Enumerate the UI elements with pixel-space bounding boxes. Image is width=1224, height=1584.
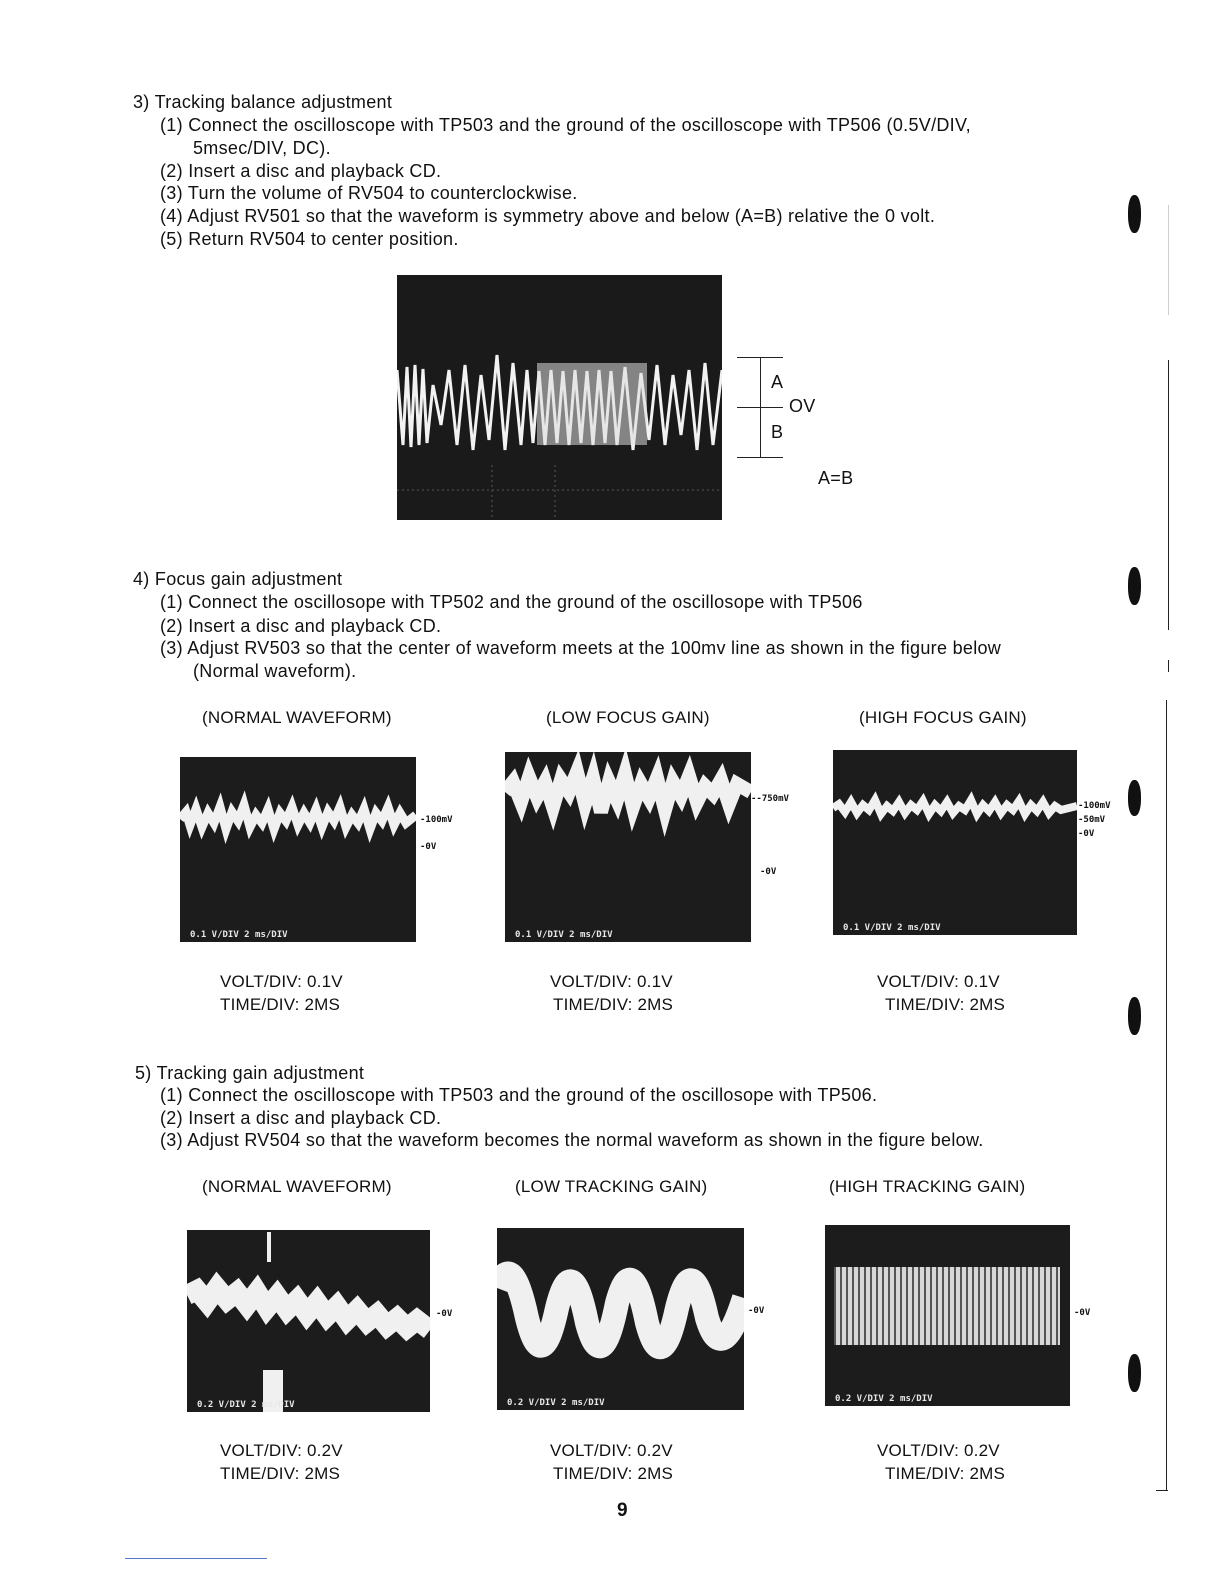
tracking-normal-title: (NORMAL WAVEFORM) [202,1177,392,1196]
focus-low-scope-photo [505,752,751,942]
section4-step3: (3) Adjust RV503 so that the center of waveform meets at the 100mv line as shown in the figure below [160,638,1002,658]
focus-normal-time: TIME/DIV: 2MS [220,995,341,1014]
binder-hole-mark [1128,1354,1141,1392]
diagram-a-label: A [771,372,784,392]
margin-line [1168,660,1169,672]
tracking-high-mark-0v: -0V [1074,1308,1091,1318]
tracking-low-scope-photo [497,1228,744,1410]
focus-normal-scope-text: 0.1 V/DIV 2 ms/DIV [190,930,288,940]
binder-hole-mark [1128,567,1141,605]
tracking-low-time: TIME/DIV: 2MS [553,1464,674,1483]
page-number: 9 [617,1500,628,1521]
focus-low-mark-0v: -0V [760,867,777,877]
focus-normal-mark-100mv: -100mV [420,815,453,825]
tracking-normal-scope-text: 0.2 V/DIV 2 ms/DIV [197,1400,295,1410]
margin-line [1168,360,1169,630]
tracking-normal-mark-0v: -0V [436,1309,453,1319]
tracking-balance-scope-photo [397,275,722,520]
section5-heading: 5) Tracking gain adjustment [135,1063,365,1083]
tracking-high-title: (HIGH TRACKING GAIN) [829,1177,1026,1196]
section3-heading: 3) Tracking balance adjustment [133,92,393,112]
tracking-low-mark-0v: -0V [748,1306,765,1316]
diagram-b-label: B [771,422,784,442]
section5-step1: (1) Connect the oscilloscope with TP503 and the ground of the oscillosope with TP506. [160,1085,878,1105]
tracking-low-volt: VOLT/DIV: 0.2V [550,1441,673,1460]
diagram-zero-label: OV [789,396,816,416]
focus-normal-title: (NORMAL WAVEFORM) [202,708,392,727]
section5-step3: (3) Adjust RV504 so that the waveform becomes the normal waveform as shown in the figure below. [160,1130,984,1150]
margin-line [1156,1490,1168,1491]
focus-low-title: (LOW FOCUS GAIN) [546,708,710,727]
focus-normal-scope-photo [180,757,416,942]
section4-step1: (1) Connect the oscillosope with TP502 and the ground of the oscillosope with TP506 [160,592,863,612]
section3-step4: (4) Adjust RV501 so that the waveform is symmetry above and below (A=B) relative the 0 volt. [160,206,936,226]
diagram-zero-line [737,407,783,408]
binder-hole-mark [1128,997,1141,1035]
focus-high-title: (HIGH FOCUS GAIN) [859,708,1027,727]
section3-step1: (1) Connect the oscilloscope with TP503 and the ground of the oscilloscope with TP506 (0.5V/DIV, [160,115,971,135]
tracking-high-scope-text: 0.2 V/DIV 2 ms/DIV [835,1394,933,1404]
focus-low-time: TIME/DIV: 2MS [553,995,674,1014]
section4-heading: 4) Focus gain adjustment [133,569,343,589]
section4-step2: (2) Insert a disc and playback CD. [160,616,442,636]
tracking-high-scope-photo [825,1225,1070,1406]
section3-step3: (3) Turn the volume of RV504 to counterclockwise. [160,183,578,203]
margin-line [1166,700,1167,1490]
focus-normal-mark-0v: -0V [420,842,437,852]
focus-high-mark-100mv: -100mV [1078,801,1111,811]
focus-normal-volt: VOLT/DIV: 0.1V [220,972,343,991]
section5-step2: (2) Insert a disc and playback CD. [160,1108,442,1128]
section3-step2: (2) Insert a disc and playback CD. [160,161,442,181]
tracking-high-volt: VOLT/DIV: 0.2V [877,1441,1000,1460]
section3-step5: (5) Return RV504 to center position. [160,229,459,249]
section3-step1-cont: 5msec/DIV, DC). [193,138,331,158]
tracking-normal-scope-photo [187,1230,430,1412]
tracking-high-time: TIME/DIV: 2MS [885,1464,1006,1483]
section4-step3-cont: (Normal waveform). [193,661,357,681]
tracking-normal-time: TIME/DIV: 2MS [220,1464,341,1483]
diagram-bottom-tick [737,457,783,458]
tracking-low-title: (LOW TRACKING GAIN) [515,1177,708,1196]
focus-high-volt: VOLT/DIV: 0.1V [877,972,1000,991]
focus-high-scope-text: 0.1 V/DIV 2 ms/DIV [843,923,941,933]
binder-hole-mark [1128,195,1141,233]
tracking-low-scope-text: 0.2 V/DIV 2 ms/DIV [507,1398,605,1408]
margin-line [1168,205,1169,315]
footer-rule [125,1558,267,1559]
diagram-equation: A=B [818,468,854,488]
focus-high-mark-50mv: -50mV [1078,815,1106,825]
focus-low-scope-text: 0.1 V/DIV 2 ms/DIV [515,930,613,940]
focus-low-volt: VOLT/DIV: 0.1V [550,972,673,991]
focus-high-time: TIME/DIV: 2MS [885,995,1006,1014]
focus-high-scope-photo [833,750,1077,935]
tracking-normal-volt: VOLT/DIV: 0.2V [220,1441,343,1460]
focus-high-mark-0v: -0V [1078,829,1095,839]
focus-low-mark-750mv: --750mV [751,794,789,804]
binder-hole-mark [1128,780,1141,816]
